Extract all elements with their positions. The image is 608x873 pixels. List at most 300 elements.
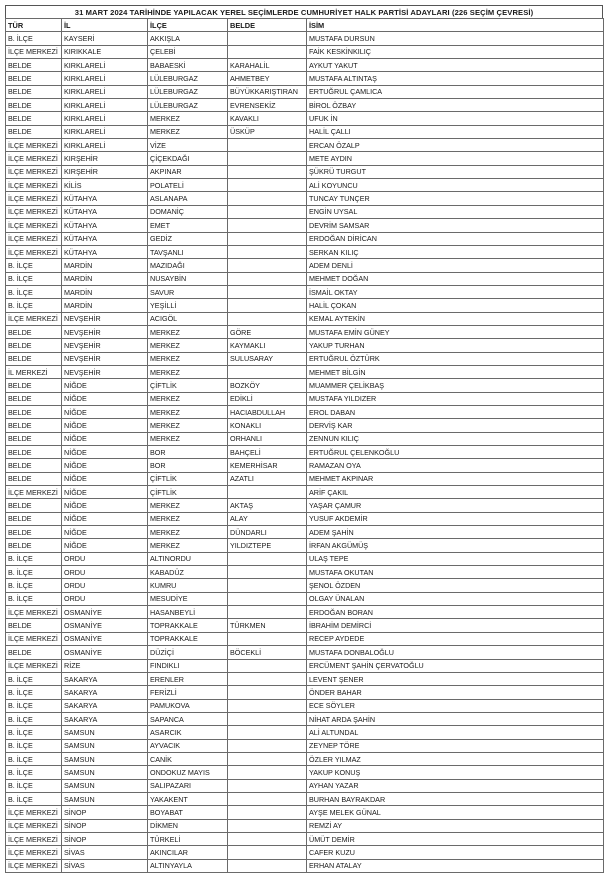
cell-district: ALTINORDU	[148, 552, 228, 565]
table-row	[6, 846, 604, 859]
table-row	[6, 179, 604, 192]
cell-type: B. İLÇE	[6, 779, 62, 792]
cell-province: SAMSUN	[62, 766, 148, 779]
cell-province: NİĞDE	[62, 392, 148, 405]
cell-province: ORDU	[62, 579, 148, 592]
cell-district: CANİK	[148, 752, 228, 765]
cell-district: TÜRKELİ	[148, 832, 228, 845]
table-row	[6, 205, 604, 218]
cell-type: BELDE	[6, 72, 62, 85]
cell-province: NİĞDE	[62, 419, 148, 432]
table-row	[6, 552, 604, 565]
table-row	[6, 125, 604, 138]
table-row	[6, 325, 604, 338]
cell-type: B. İLÇE	[6, 792, 62, 805]
cell-province: OSMANİYE	[62, 632, 148, 645]
table-row	[6, 632, 604, 645]
cell-type: BELDE	[6, 112, 62, 125]
cell-town	[228, 486, 307, 499]
column-header-name: İSİM	[307, 19, 604, 32]
cell-type: BELDE	[6, 499, 62, 512]
cell-town	[228, 285, 307, 298]
cell-province: SİVAS	[62, 859, 148, 872]
cell-town	[228, 139, 307, 152]
cell-district: ASARCIK	[148, 726, 228, 739]
cell-district: MERKEZ	[148, 392, 228, 405]
cell-province: NİĞDE	[62, 539, 148, 552]
cell-candidate-name: ADEM ŞAHİN	[307, 526, 604, 539]
cell-candidate-name: YUSUF AKDEMİR	[307, 512, 604, 525]
table-row	[6, 419, 604, 432]
cell-district: ÇİFTLİK	[148, 486, 228, 499]
table-row	[6, 752, 604, 765]
cell-district: SAVUR	[148, 285, 228, 298]
cell-type: BELDE	[6, 99, 62, 112]
cell-candidate-name: BİROL ÖZBAY	[307, 99, 604, 112]
table-row	[6, 726, 604, 739]
cell-district: AKPINAR	[148, 165, 228, 178]
cell-district: MERKEZ	[148, 526, 228, 539]
cell-district: LÜLEBURGAZ	[148, 85, 228, 98]
cell-district: MERKEZ	[148, 112, 228, 125]
cell-district: MERKEZ	[148, 352, 228, 365]
cell-province: NİĞDE	[62, 405, 148, 418]
cell-candidate-name: MUSTAFA EMİN GÜNEY	[307, 325, 604, 338]
candidate-table	[5, 18, 604, 873]
cell-district: ASLANAPA	[148, 192, 228, 205]
cell-province: KIRŞEHİR	[62, 152, 148, 165]
cell-type: BELDE	[6, 512, 62, 525]
cell-province: KAYSERİ	[62, 32, 148, 45]
cell-type: B. İLÇE	[6, 272, 62, 285]
cell-province: SAKARYA	[62, 712, 148, 725]
cell-province: KIRKLARELİ	[62, 85, 148, 98]
cell-town: AKTAŞ	[228, 499, 307, 512]
cell-province: NİĞDE	[62, 526, 148, 539]
cell-province: NİĞDE	[62, 379, 148, 392]
cell-type: BELDE	[6, 125, 62, 138]
table-row	[6, 739, 604, 752]
cell-district: MERKEZ	[148, 512, 228, 525]
cell-candidate-name: ERHAN ATALAY	[307, 859, 604, 872]
cell-province: NEVŞEHİR	[62, 352, 148, 365]
cell-province: KIRKLARELİ	[62, 72, 148, 85]
cell-town	[228, 859, 307, 872]
cell-type: B. İLÇE	[6, 752, 62, 765]
cell-candidate-name: ENGİN UYSAL	[307, 205, 604, 218]
column-header-type: TÜR	[6, 19, 62, 32]
cell-district: FINDIKLI	[148, 659, 228, 672]
cell-candidate-name: ERCAN ÖZALP	[307, 139, 604, 152]
cell-district: DOMANİÇ	[148, 205, 228, 218]
cell-candidate-name: ECE SÖYLER	[307, 699, 604, 712]
cell-type: İLÇE MERKEZİ	[6, 152, 62, 165]
cell-candidate-name: MUSTAFA OKUTAN	[307, 566, 604, 579]
cell-province: OSMANİYE	[62, 606, 148, 619]
cell-province: SİVAS	[62, 846, 148, 859]
cell-district: ÇİFTLİK	[148, 472, 228, 485]
cell-type: BELDE	[6, 646, 62, 659]
cell-province: KIRKLARELİ	[62, 59, 148, 72]
cell-district: ÇİFTLİK	[148, 379, 228, 392]
cell-candidate-name: DEVRİM SAMSAR	[307, 219, 604, 232]
cell-town	[228, 832, 307, 845]
table-header-row	[6, 19, 604, 32]
cell-district: BOR	[148, 446, 228, 459]
cell-candidate-name: KEMAL AYTEKİN	[307, 312, 604, 325]
cell-type: BELDE	[6, 379, 62, 392]
cell-type: BELDE	[6, 405, 62, 418]
cell-province: NEVŞEHİR	[62, 365, 148, 378]
table-row	[6, 285, 604, 298]
cell-type: B. İLÇE	[6, 766, 62, 779]
cell-candidate-name: HALİL ÇOKAN	[307, 299, 604, 312]
cell-town	[228, 152, 307, 165]
table-row	[6, 459, 604, 472]
cell-province: SİNOP	[62, 819, 148, 832]
cell-type: BELDE	[6, 419, 62, 432]
cell-candidate-name: EROL DABAN	[307, 405, 604, 418]
cell-district: MERKEZ	[148, 125, 228, 138]
cell-town	[228, 219, 307, 232]
cell-town	[228, 312, 307, 325]
table-row	[6, 192, 604, 205]
cell-province: KÜTAHYA	[62, 232, 148, 245]
table-row	[6, 139, 604, 152]
cell-district: ERENLER	[148, 672, 228, 685]
table-row	[6, 365, 604, 378]
cell-district: AKINCILAR	[148, 846, 228, 859]
cell-province: MARDİN	[62, 259, 148, 272]
table-row	[6, 672, 604, 685]
cell-district: LÜLEBURGAZ	[148, 72, 228, 85]
cell-town	[228, 712, 307, 725]
cell-type: B. İLÇE	[6, 712, 62, 725]
cell-type: BELDE	[6, 526, 62, 539]
cell-district: MERKEZ	[148, 325, 228, 338]
cell-town	[228, 165, 307, 178]
cell-province: SAMSUN	[62, 779, 148, 792]
cell-town: ALAY	[228, 512, 307, 525]
table-row	[6, 232, 604, 245]
cell-town	[228, 632, 307, 645]
cell-town: EDİKLİ	[228, 392, 307, 405]
cell-candidate-name: YAKUP TURHAN	[307, 339, 604, 352]
cell-type: İLÇE MERKEZİ	[6, 859, 62, 872]
cell-province: KIRKLARELİ	[62, 112, 148, 125]
cell-candidate-name: ERTUĞRUL ÇELENKOĞLU	[307, 446, 604, 459]
cell-town	[228, 792, 307, 805]
cell-town: YILDIZTEPE	[228, 539, 307, 552]
cell-town	[228, 566, 307, 579]
cell-province: NİĞDE	[62, 486, 148, 499]
cell-type: BELDE	[6, 339, 62, 352]
cell-town	[228, 739, 307, 752]
cell-candidate-name: İSMAİL OKTAY	[307, 285, 604, 298]
cell-candidate-name: CAFER KUZU	[307, 846, 604, 859]
cell-town	[228, 272, 307, 285]
cell-province: KIRIKKALE	[62, 45, 148, 58]
cell-town: KEMERHİSAR	[228, 459, 307, 472]
cell-type: B. İLÇE	[6, 285, 62, 298]
cell-district: MERKEZ	[148, 405, 228, 418]
cell-candidate-name: REMZİ AY	[307, 819, 604, 832]
table-row	[6, 312, 604, 325]
cell-district: DİKMEN	[148, 819, 228, 832]
cell-province: MARDİN	[62, 272, 148, 285]
table-row	[6, 699, 604, 712]
cell-district: BOYABAT	[148, 806, 228, 819]
cell-type: B. İLÇE	[6, 579, 62, 592]
table-row	[6, 352, 604, 365]
cell-town	[228, 552, 307, 565]
cell-type: BELDE	[6, 325, 62, 338]
cell-town: BOZKÖY	[228, 379, 307, 392]
table-row	[6, 245, 604, 258]
cell-town	[228, 32, 307, 45]
table-row	[6, 165, 604, 178]
cell-type: B. İLÇE	[6, 299, 62, 312]
table-row	[6, 112, 604, 125]
cell-type: İLÇE MERKEZİ	[6, 312, 62, 325]
table-row	[6, 686, 604, 699]
cell-town	[228, 45, 307, 58]
column-header-district: İLÇE	[148, 19, 228, 32]
cell-district: MERKEZ	[148, 539, 228, 552]
table-row	[6, 712, 604, 725]
cell-district: BABAESKİ	[148, 59, 228, 72]
cell-type: İLÇE MERKEZİ	[6, 832, 62, 845]
cell-candidate-name: ERDOĞAN BORAN	[307, 606, 604, 619]
cell-type: B. İLÇE	[6, 552, 62, 565]
cell-candidate-name: FAİK KESKİNKILIÇ	[307, 45, 604, 58]
cell-candidate-name: ŞÜKRÜ TURGUT	[307, 165, 604, 178]
table-row	[6, 72, 604, 85]
cell-candidate-name: METE AYDIN	[307, 152, 604, 165]
cell-province: NİĞDE	[62, 459, 148, 472]
cell-town	[228, 232, 307, 245]
cell-candidate-name: MEHMET AKPINAR	[307, 472, 604, 485]
table-row	[6, 619, 604, 632]
cell-district: HASANBEYLİ	[148, 606, 228, 619]
cell-province: SİNOP	[62, 832, 148, 845]
cell-district: YEŞİLLİ	[148, 299, 228, 312]
cell-province: ORDU	[62, 592, 148, 605]
cell-town: HACIABDULLAH	[228, 405, 307, 418]
cell-town	[228, 846, 307, 859]
cell-town: DÜNDARLI	[228, 526, 307, 539]
cell-candidate-name: ÖZLER YILMAZ	[307, 752, 604, 765]
cell-town: BÜYÜKKARIŞTIRAN	[228, 85, 307, 98]
cell-type: B. İLÇE	[6, 686, 62, 699]
cell-district: MERKEZ	[148, 419, 228, 432]
cell-town	[228, 752, 307, 765]
cell-type: İLÇE MERKEZİ	[6, 232, 62, 245]
cell-province: NİĞDE	[62, 499, 148, 512]
cell-candidate-name: ÜMÜT DEMİR	[307, 832, 604, 845]
cell-town: ÜSKÜP	[228, 125, 307, 138]
cell-province: KİLİS	[62, 179, 148, 192]
table-row	[6, 779, 604, 792]
cell-province: SAMSUN	[62, 752, 148, 765]
cell-district: YAKAKENT	[148, 792, 228, 805]
table-row	[6, 539, 604, 552]
cell-town	[228, 592, 307, 605]
cell-province: SAKARYA	[62, 699, 148, 712]
cell-candidate-name: ZEYNEP TÖRE	[307, 739, 604, 752]
cell-type: İLÇE MERKEZİ	[6, 205, 62, 218]
cell-town: KAYMAKLI	[228, 339, 307, 352]
table-row	[6, 859, 604, 872]
cell-candidate-name: YAKUP KONUŞ	[307, 766, 604, 779]
cell-town	[228, 686, 307, 699]
cell-town	[228, 259, 307, 272]
cell-town	[228, 579, 307, 592]
table-row	[6, 259, 604, 272]
cell-type: BELDE	[6, 539, 62, 552]
cell-town: AZATLI	[228, 472, 307, 485]
cell-town	[228, 606, 307, 619]
cell-province: NİĞDE	[62, 472, 148, 485]
cell-district: KUMRU	[148, 579, 228, 592]
cell-candidate-name: AYŞE MELEK GÜNAL	[307, 806, 604, 819]
table-row	[6, 219, 604, 232]
cell-district: DÜZİÇİ	[148, 646, 228, 659]
candidate-document	[5, 5, 603, 873]
cell-town: ORHANLI	[228, 432, 307, 445]
cell-district: MESUDİYE	[148, 592, 228, 605]
table-row	[6, 299, 604, 312]
cell-candidate-name: ARİF ÇAKIL	[307, 486, 604, 499]
cell-town	[228, 699, 307, 712]
cell-candidate-name: MEHMET BİLGİN	[307, 365, 604, 378]
column-header-province: İL	[62, 19, 148, 32]
cell-town	[228, 179, 307, 192]
cell-district: VİZE	[148, 139, 228, 152]
cell-type: İLÇE MERKEZİ	[6, 486, 62, 499]
cell-type: İL MERKEZİ	[6, 365, 62, 378]
cell-town	[228, 299, 307, 312]
cell-town	[228, 365, 307, 378]
cell-province: NİĞDE	[62, 446, 148, 459]
cell-district: MERKEZ	[148, 432, 228, 445]
cell-candidate-name: RAMAZAN OYA	[307, 459, 604, 472]
cell-type: B. İLÇE	[6, 259, 62, 272]
cell-candidate-name: YAŞAR ÇAMUR	[307, 499, 604, 512]
cell-province: ORDU	[62, 566, 148, 579]
table-row	[6, 512, 604, 525]
cell-candidate-name: NİHAT ARDA ŞAHİN	[307, 712, 604, 725]
cell-province: SAKARYA	[62, 672, 148, 685]
table-row	[6, 405, 604, 418]
cell-district: GEDİZ	[148, 232, 228, 245]
cell-province: SAKARYA	[62, 686, 148, 699]
table-row	[6, 446, 604, 459]
cell-province: NEVŞEHİR	[62, 339, 148, 352]
cell-town: BÖCEKLİ	[228, 646, 307, 659]
cell-type: İLÇE MERKEZİ	[6, 165, 62, 178]
cell-type: İLÇE MERKEZİ	[6, 45, 62, 58]
cell-type: BELDE	[6, 392, 62, 405]
table-row	[6, 59, 604, 72]
cell-type: BELDE	[6, 619, 62, 632]
cell-candidate-name: ALİ KOYUNCU	[307, 179, 604, 192]
cell-district: ÇELEBİ	[148, 45, 228, 58]
cell-town: KAVAKLI	[228, 112, 307, 125]
cell-district: TAVŞANLI	[148, 245, 228, 258]
table-row	[6, 486, 604, 499]
cell-town: TÜRKMEN	[228, 619, 307, 632]
cell-district: TOPRAKKALE	[148, 632, 228, 645]
cell-province: KÜTAHYA	[62, 245, 148, 258]
cell-town	[228, 819, 307, 832]
cell-district: MERKEZ	[148, 339, 228, 352]
cell-candidate-name: AYHAN YAZAR	[307, 779, 604, 792]
cell-candidate-name: ALİ ALTUNDAL	[307, 726, 604, 739]
cell-type: BELDE	[6, 352, 62, 365]
cell-province: NEVŞEHİR	[62, 325, 148, 338]
cell-district: MERKEZ	[148, 499, 228, 512]
cell-district: MAZIDAĞI	[148, 259, 228, 272]
cell-district: BOR	[148, 459, 228, 472]
cell-candidate-name: MUSTAFA DURSUN	[307, 32, 604, 45]
table-row	[6, 806, 604, 819]
cell-town: KARAHALİL	[228, 59, 307, 72]
table-row	[6, 432, 604, 445]
cell-district: MERKEZ	[148, 365, 228, 378]
cell-candidate-name: MUSTAFA ALTINTAŞ	[307, 72, 604, 85]
cell-type: İLÇE MERKEZİ	[6, 632, 62, 645]
cell-district: TOPRAKKALE	[148, 619, 228, 632]
table-row	[6, 659, 604, 672]
cell-province: KÜTAHYA	[62, 205, 148, 218]
cell-type: B. İLÇE	[6, 592, 62, 605]
cell-district: KABADÜZ	[148, 566, 228, 579]
cell-type: İLÇE MERKEZİ	[6, 819, 62, 832]
cell-district: SALIPAZARI	[148, 779, 228, 792]
cell-candidate-name: DERVİŞ KAR	[307, 419, 604, 432]
cell-district: POLATELİ	[148, 179, 228, 192]
cell-town	[228, 779, 307, 792]
cell-type: İLÇE MERKEZİ	[6, 606, 62, 619]
cell-town	[228, 726, 307, 739]
table-row	[6, 339, 604, 352]
cell-type: İLÇE MERKEZİ	[6, 179, 62, 192]
cell-type: İLÇE MERKEZİ	[6, 139, 62, 152]
cell-town	[228, 806, 307, 819]
cell-candidate-name: BURHAN BAYRAKDAR	[307, 792, 604, 805]
table-row	[6, 272, 604, 285]
cell-candidate-name: ÖNDER BAHAR	[307, 686, 604, 699]
cell-candidate-name: ZENNUN KILIÇ	[307, 432, 604, 445]
document-title: 31 MART 2024 TARİHİNDE YAPILACAK YEREL SEÇİMLERDE CUMHURİYET HALK PARTİSİ ADAYLARI (226 SEÇİM ÇEVRESİ)	[5, 5, 603, 18]
cell-district: EMET	[148, 219, 228, 232]
cell-candidate-name: MUSTAFA DONBALOĞLU	[307, 646, 604, 659]
cell-province: KIRKLARELİ	[62, 99, 148, 112]
cell-town: AHMETBEY	[228, 72, 307, 85]
cell-candidate-name: MEHMET DOĞAN	[307, 272, 604, 285]
table-row	[6, 499, 604, 512]
table-row	[6, 646, 604, 659]
cell-province: KIRKLARELİ	[62, 139, 148, 152]
cell-candidate-name: ERTUĞRUL ÇAMLICA	[307, 85, 604, 98]
cell-type: BELDE	[6, 432, 62, 445]
cell-candidate-name: LEVENT ŞENER	[307, 672, 604, 685]
cell-town	[228, 192, 307, 205]
cell-province: KÜTAHYA	[62, 219, 148, 232]
cell-type: B. İLÇE	[6, 739, 62, 752]
cell-province: SAMSUN	[62, 726, 148, 739]
